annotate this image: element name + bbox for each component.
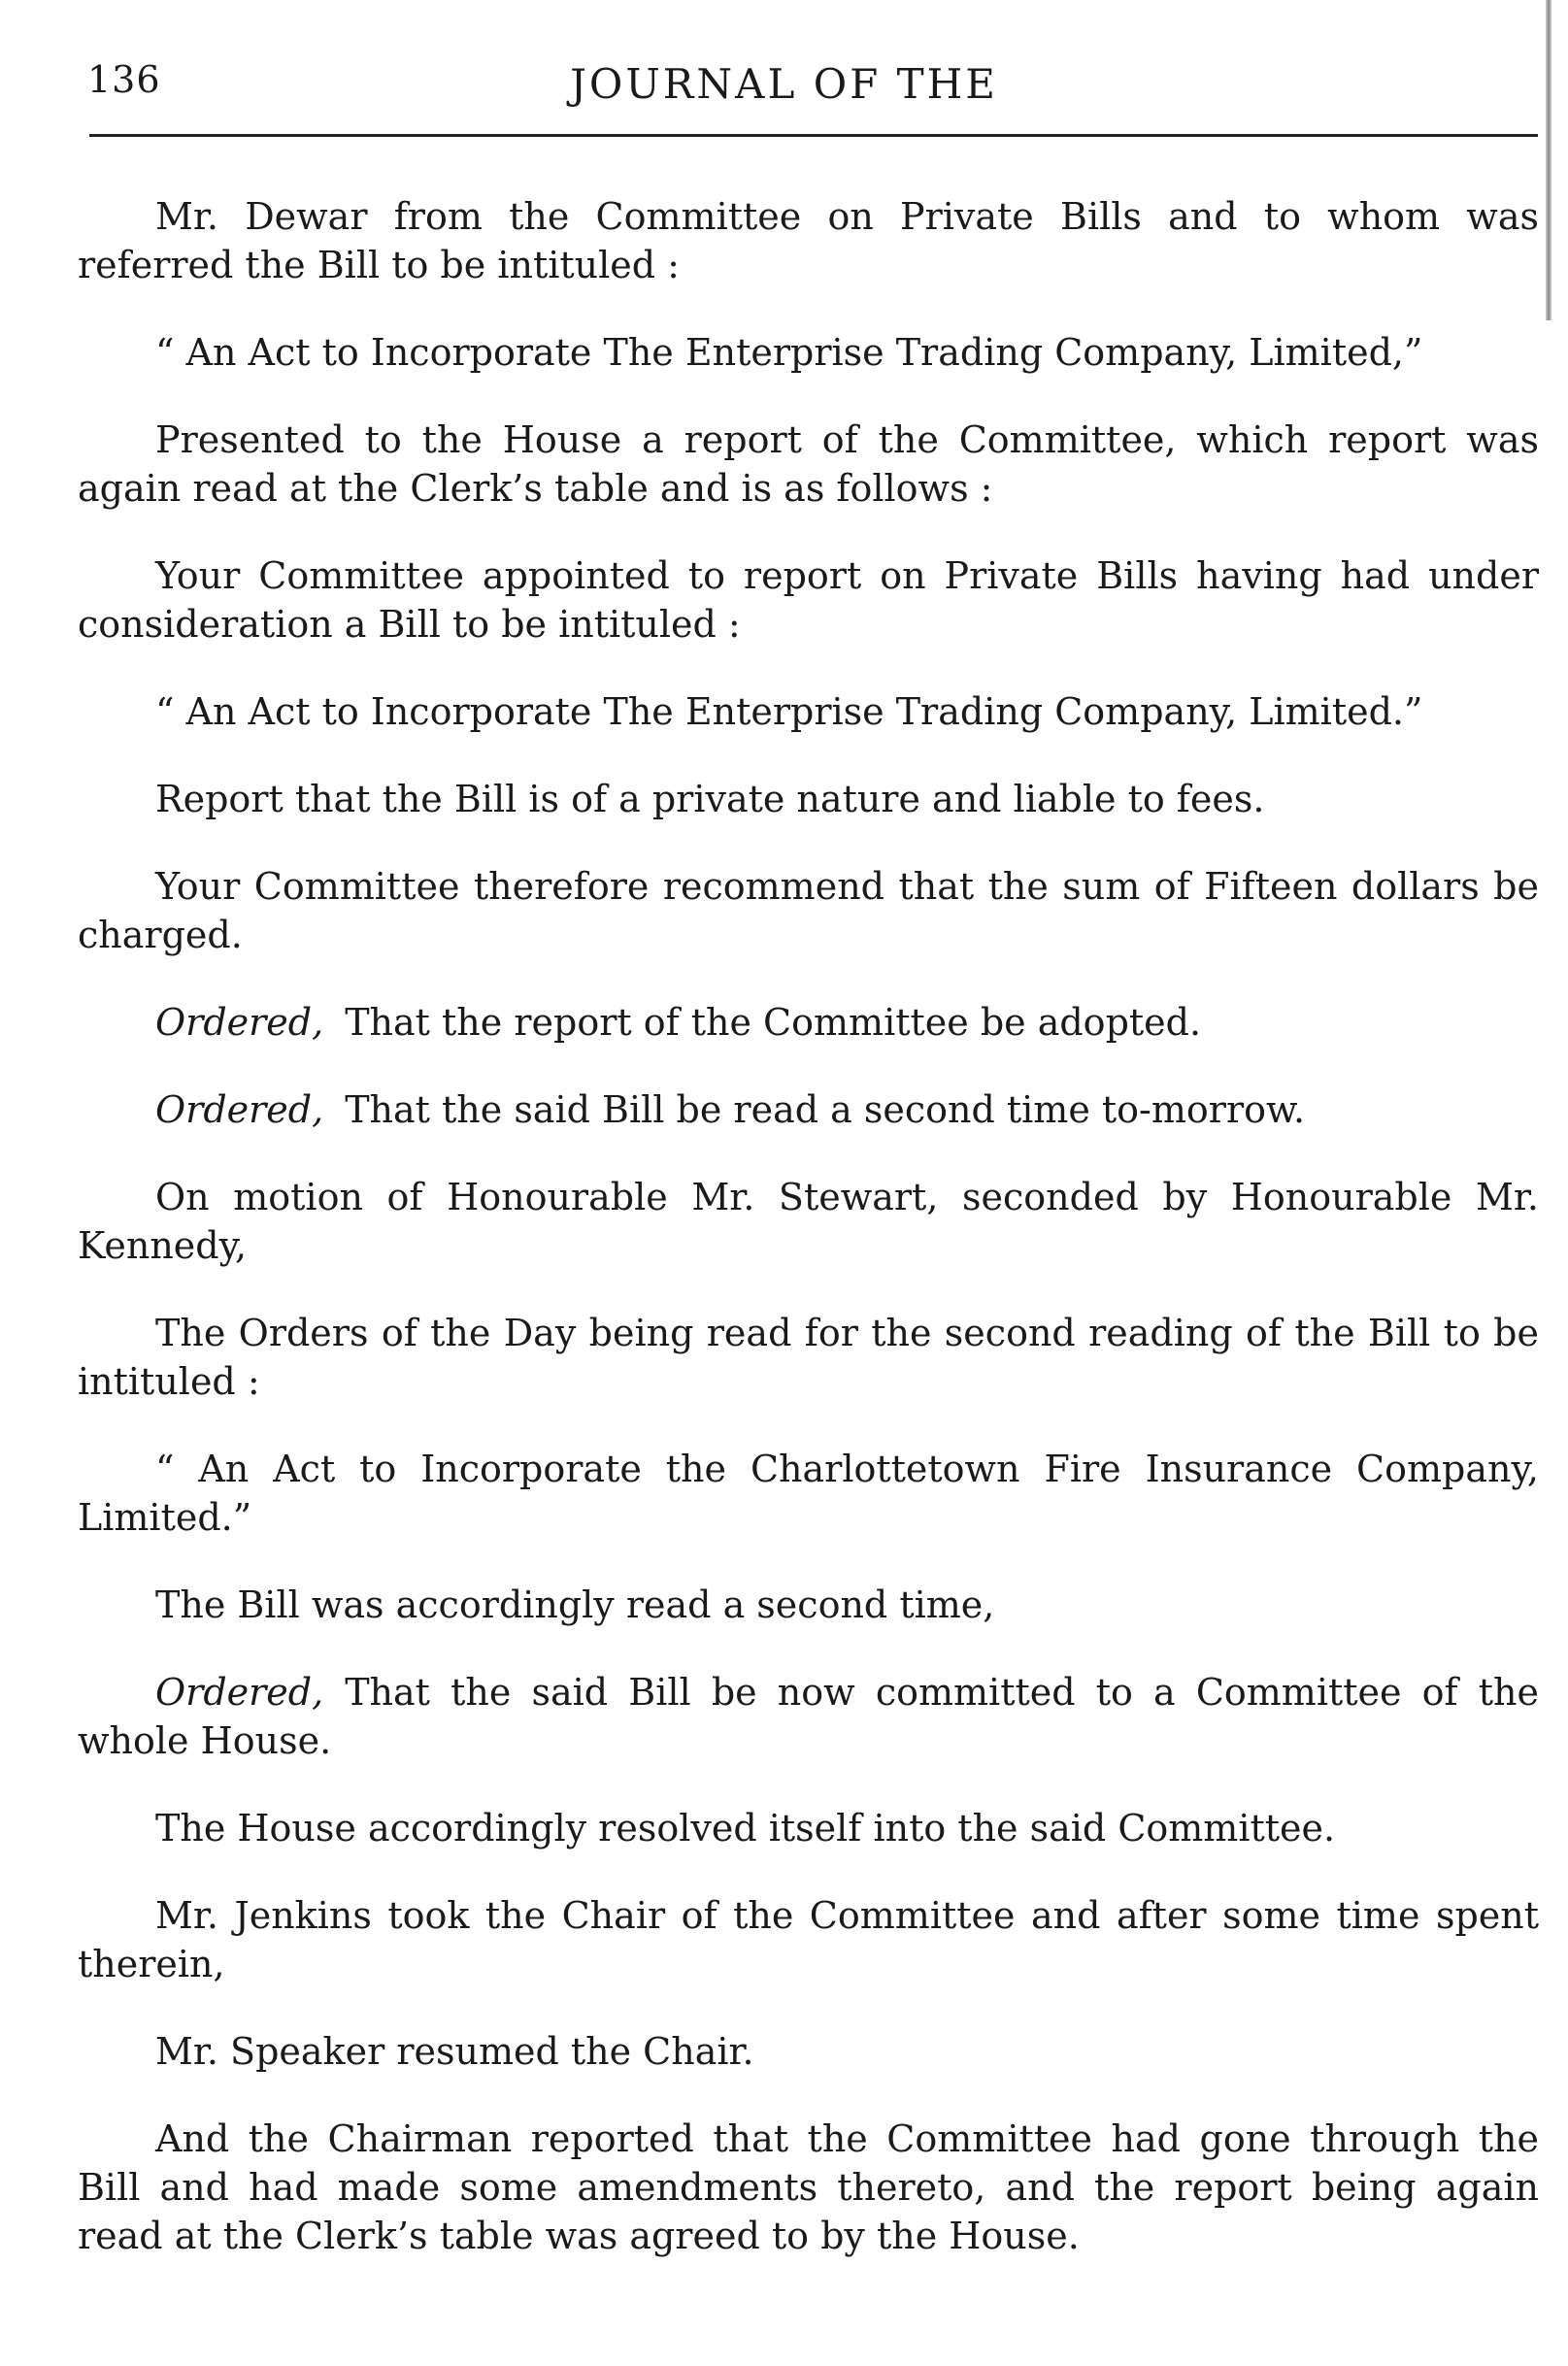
paragraph: The House accordingly resolved itself into the said Committee. [155, 1807, 1336, 1849]
journal-body [78, 192, 1539, 2299]
bill-title-quote: “ An Act to Incorporate the Charlottetown Fire Insurance Company, Limited.” [78, 1448, 1539, 1539]
paragraph: And the Chairman reported that the Committee had gone through the Bill and had made some amendments thereto, and the report being again read at the Clerk’s table was agreed to by the House. [78, 2117, 1539, 2257]
ordered-label: Ordered, [155, 1671, 324, 1714]
paragraph: Presented to the House a report of the Committee, which report was again read at the Clerk’s table and is as follows : [78, 418, 1539, 510]
ordered-paragraph: Ordered, That the said Bill be read a second time to-morrow. [155, 1088, 1306, 1131]
header-rule [89, 134, 1538, 137]
paragraph: The Orders of the Day being read for the second reading of the Bill to be intituled : [78, 1312, 1539, 1403]
bill-title-quote: “ An Act to Incorporate The Enterprise Trading Company, Limited,” [155, 331, 1423, 374]
paragraph: Report that the Bill is of a private nature and liable to fees. [155, 778, 1265, 820]
bill-title-quote: “ An Act to Incorporate The Enterprise Trading Company, Limited.” [155, 690, 1423, 733]
paragraph: Your Committee appointed to report on Private Bills having had under consideration a Bill to be intituled : [78, 554, 1539, 646]
paragraph: The Bill was accordingly read a second time, [155, 1583, 995, 1626]
paragraph: Mr. Dewar from the Committee on Private Bills and to whom was referred the Bill to be intituled : [78, 195, 1539, 286]
page-edge-shadow [1546, 0, 1551, 320]
paragraph: Your Committee therefore recommend that the sum of Fifteen dollars be charged. [78, 865, 1539, 956]
ordered-label: Ordered, [155, 1088, 324, 1131]
page-number: 136 [87, 58, 161, 101]
ordered-label: Ordered, [155, 1001, 324, 1044]
ordered-paragraph: Ordered, That the said Bill be now committed to a Committee of the whole House. [78, 1671, 1539, 1762]
running-head: JOURNAL OF THE [570, 60, 998, 108]
ordered-paragraph: Ordered, That the report of the Committee be adopted. [155, 1001, 1202, 1044]
paragraph: On motion of Honourable Mr. Stewart, seconded by Honourable Mr. Kennedy, [78, 1176, 1539, 1267]
paragraph: Mr. Jenkins took the Chair of the Committee and after some time spent therein, [78, 1894, 1539, 1985]
paragraph: Mr. Speaker resumed the Chair. [155, 2030, 754, 2073]
